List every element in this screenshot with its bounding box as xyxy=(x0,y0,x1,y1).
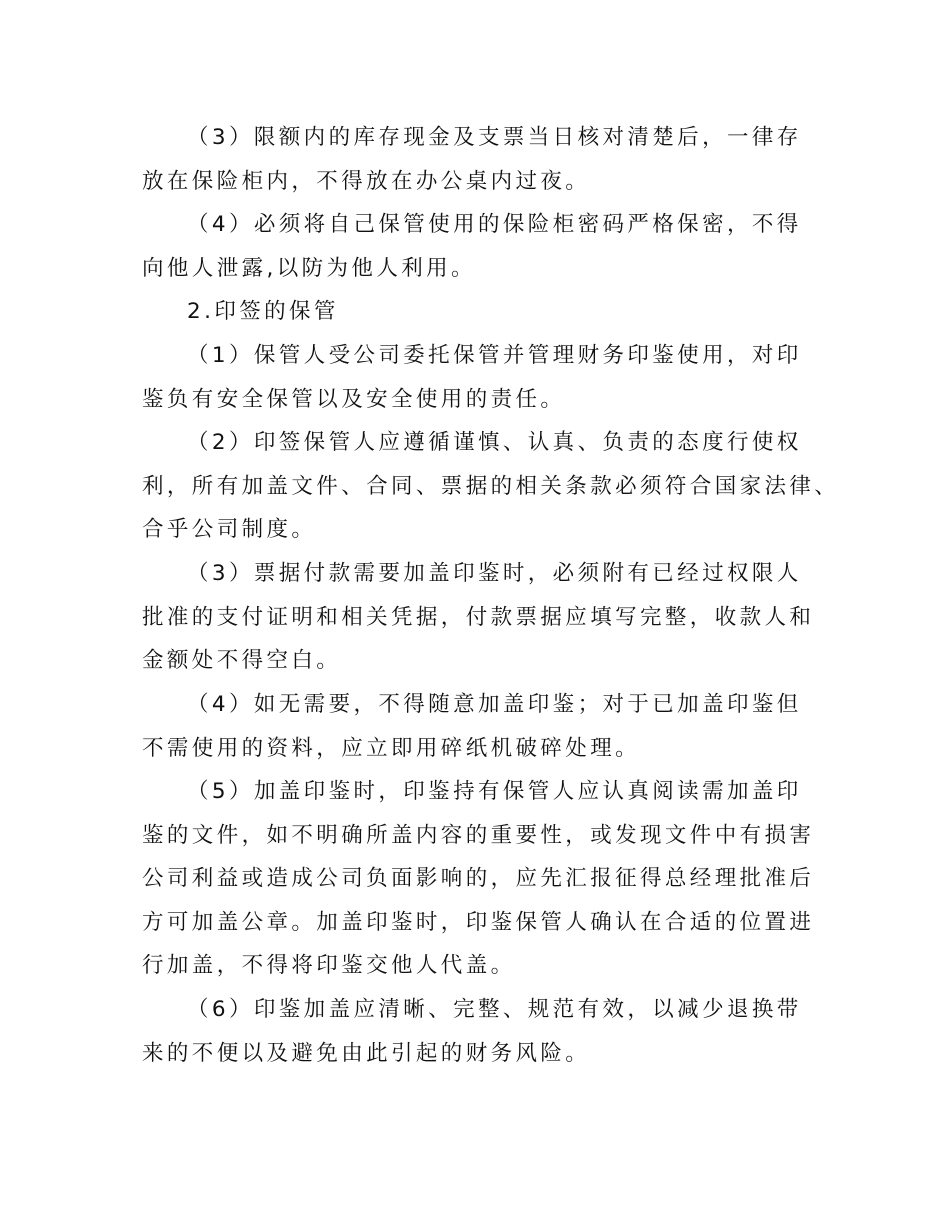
text-line: 鉴的文件，如不明确所盖内容的重要性，或发现文件中有损害 xyxy=(142,822,815,848)
text-line: 公司利益或造成公司负面影响的，应先汇报征得总经理批准后 xyxy=(142,866,815,891)
paragraph-seal-5 xyxy=(142,770,822,988)
paragraph-cash-3 xyxy=(142,116,822,203)
text-line: 批准的支付证明和相关凭据，付款票据应填写完整，收款人和 xyxy=(142,604,815,630)
text-line: 方可加盖公章。加盖印鉴时，印鉴保管人确认在合适的位置进 xyxy=(142,909,815,935)
text-line: 向他人泄露,以防为他人利用。 xyxy=(142,255,476,281)
text-line: 行加盖，不得将印鉴交他人代盖。 xyxy=(142,953,516,978)
text-line: 合乎公司制度。 xyxy=(142,517,317,542)
text-line: 不需使用的资料，应立即用碎纸机破碎处理。 xyxy=(142,735,641,761)
text-line: 利，所有加盖文件、合同、票据的相关条款必须符合国家法律、 xyxy=(142,473,840,499)
text-line: （3）限额内的库存现金及支票当日核对清楚后，一律存 xyxy=(187,125,802,150)
text-line: （6）印鉴加盖应清晰、完整、规范有效，以减少退换带 xyxy=(187,997,802,1022)
paragraph-seal-4 xyxy=(142,683,822,770)
paragraph-seal-2 xyxy=(142,421,840,552)
text-line: 放在保险柜内，不得放在办公桌内过夜。 xyxy=(142,168,591,194)
paragraph-cash-4 xyxy=(142,203,822,290)
text-line: 金额处不得空白。 xyxy=(142,648,342,673)
section-heading-text: 2.印签的保管 xyxy=(187,299,339,324)
text-line: （3）票据付款需要加盖印鉴时，必须附有已经过权限人 xyxy=(187,561,802,586)
paragraph-seal-6 xyxy=(142,988,822,1075)
text-line: 鉴负有安全保管以及安全使用的责任。 xyxy=(142,386,566,412)
paragraph-seal-3 xyxy=(142,552,822,683)
text-line: （2）印签保管人应遵循谨慎、认真、负责的态度行使权 xyxy=(187,430,802,455)
text-line: （1）保管人受公司委托保管并管理财务印鉴使用，对印 xyxy=(187,343,802,368)
text-line: （4）如无需要，不得随意加盖印鉴；对于已加盖印鉴但 xyxy=(187,692,802,717)
text-line: （5）加盖印鉴时，印鉴持有保管人应认真阅读需加盖印 xyxy=(187,779,802,804)
section-heading-seal-custody xyxy=(142,290,822,334)
paragraph-seal-1 xyxy=(142,334,822,421)
text-line: 来的不便以及避免由此引起的财务风险。 xyxy=(142,1040,591,1066)
text-line: （4）必须将自己保管使用的保险柜密码严格保密，不得 xyxy=(187,212,802,237)
